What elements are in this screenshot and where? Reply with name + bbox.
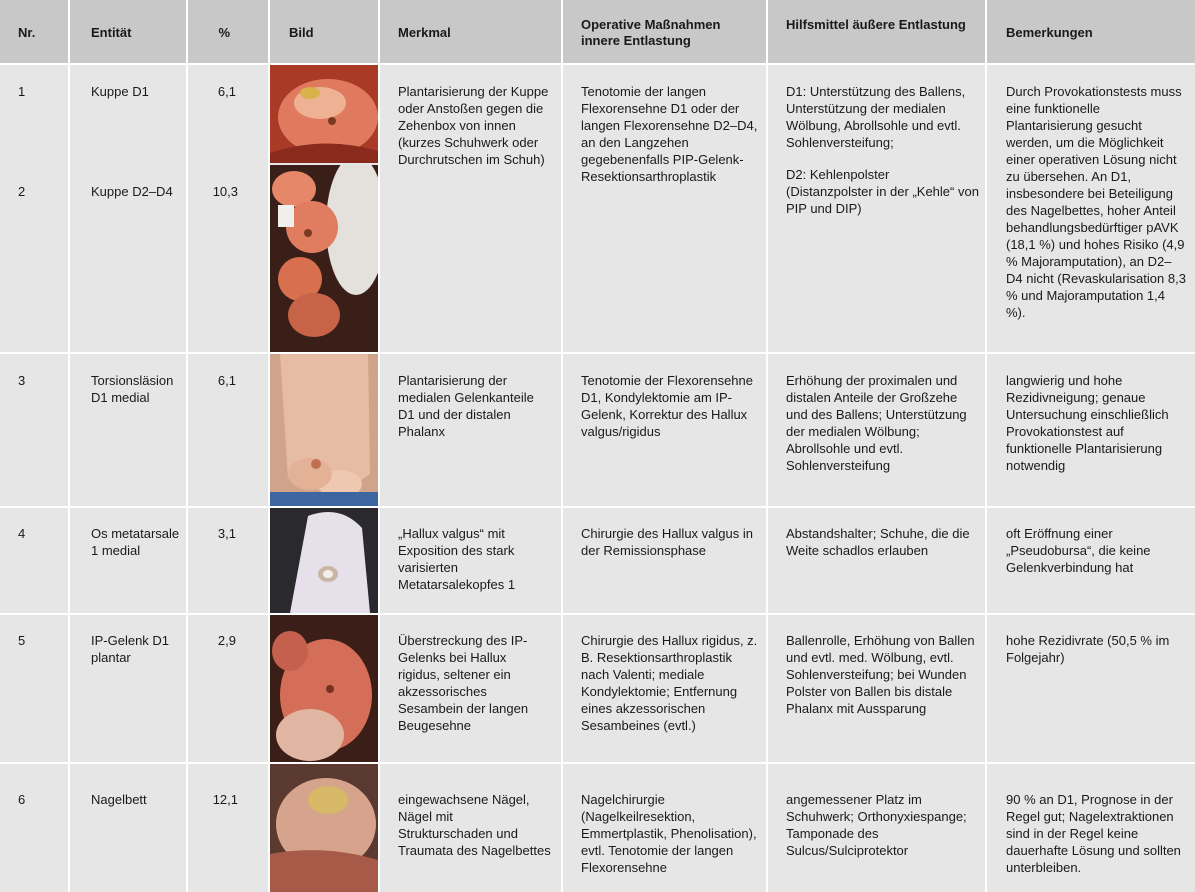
header-entitaet: Entität	[91, 25, 132, 40]
row1-nr: 1	[18, 84, 26, 99]
row1-bemerkungen: Durch Provokationstests muss eine funktionelle Plantarisierung gesucht werden, um die Möglichkeit einer operativen Lösung nicht zu übersehen. An D1, insbesondere bei Beteiligung des Nagelbettes, hoher Anteil behandlungsbedürftiger pAVK (18,1 %) und hohes Risiko (4,9 % Majoramputation), an D2–D4 nicht (Revaskularisation 8,3 % und Majoramputation 1,4 %).	[1006, 84, 1186, 320]
row1-hilfsmittel: D1: Unterstützung des Ballens, Unterstützung der medialen Wölbung, Abrollsohle und evtl. Sohlenversteifung;	[786, 84, 966, 150]
row5-hilfsmittel: Ballenrolle, Erhöhung von Ballen und evtl. med. Wölbung, evtl. Sohlenversteifung; bei Wunden Polster von Ballen bis distale Phalanx mit Aussparung	[786, 633, 975, 716]
header-hilfsmittel: Hilfsmittel äußere Entlastung	[786, 17, 966, 32]
metatarsal-head-lesion-photo	[270, 508, 378, 613]
row3-operativ: Tenotomie der Flexorensehne D1, Kondylektomie am IP-Gelenk, Korrektur des Hallux valgus/rigidus	[581, 373, 753, 439]
header-percent: %	[218, 25, 230, 40]
row5-merkmal: Überstreckung des IP-Gelenks bei Hallux rigidus, seltener ein akzessorisches Sesambein der langen Beugesehne	[398, 633, 529, 733]
header-operative-massnahmen: Operative Maßnahmen innere Entlastung	[581, 17, 721, 48]
row4-operativ: Chirurgie des Hallux valgus in der Remissionsphase	[581, 526, 753, 558]
header-merkmal: Merkmal	[398, 25, 451, 40]
row4-hilfsmittel: Abstandshalter; Schuhe, die die Weite schadlos erlauben	[786, 526, 970, 558]
header-bemerkungen: Bemerkungen	[1006, 25, 1093, 40]
row1-operativ: Tenotomie der langen Flexorensehne D1 oder der langen Flexorensehne D2–D4, an den Langzehen gegebenenfalls PIP-Gelenk-Resektionsarthroplastik	[581, 84, 758, 184]
medial-hallux-lesion-photo	[270, 354, 378, 506]
row4-percent: 3,1	[217, 526, 236, 541]
row5-nr: 5	[18, 633, 26, 648]
row3-merkmal: Plantarisierung der medialen Gelenkanteile D1 und der distalen Phalanx	[398, 373, 534, 439]
row6-bemerkungen: 90 % an D1, Prognose in der Regel gut; Nagelextraktionen sind in der Regel keine dauerhafte Lösung und sollten unterbleiben.	[1006, 792, 1181, 875]
row2-percent: 10,3	[212, 184, 238, 199]
row4-nr: 4	[18, 526, 26, 541]
row2-nr: 2	[18, 184, 26, 199]
row4-merkmal: „Hallux valgus“ mit Exposition des stark varisierten Metatarsalekopfes 1	[398, 526, 516, 592]
row6-merkmal: eingewachsene Nägel, Nägel mit Strukturschaden und Traumata des Nagelbettes	[398, 792, 551, 858]
row1-hilfsmittel-d2: D2: Kehlenpolster (Distanzpolster in der „Kehle“ von PIP und DIP)	[786, 167, 979, 216]
row3-percent: 6,1	[217, 373, 236, 388]
row1-percent: 6,1	[217, 84, 236, 99]
row1-merkmal: Plantarisierung der Kuppe oder Anstoßen gegen die Zehenbox von innen (kurzes Schuhwerk oder Durchrutschen im Schuh)	[398, 84, 549, 167]
row5-bemerkungen: hohe Rezidivrate (50,5 % im Folgejahr)	[1006, 633, 1170, 665]
row3-bemerkungen: langwierig und hohe Rezidivneigung; genaue Untersuchung einschließlich Provokationstest auf funktionelle Plantarisierung notwendig	[1006, 373, 1169, 473]
row5-entitaet: IP-Gelenk D1 plantar	[91, 633, 170, 665]
row5-percent: 2,9	[217, 633, 236, 648]
row6-entitaet: Nagelbett	[91, 792, 147, 807]
toe-tip-ulcer-photo	[270, 65, 378, 163]
header-nr: Nr.	[18, 25, 36, 40]
row5-operativ: Chirurgie des Hallux rigidus, z. B. Resektionsarthroplastik nach Valenti; mediale Kondylektomie; Entfernung eines akzessorischen Sesambeines (evtl.)	[581, 633, 758, 733]
row1-entitaet: Kuppe D1	[91, 84, 149, 99]
plantar-ip-joint-lesion-photo	[270, 615, 378, 762]
row3-nr: 3	[18, 373, 26, 388]
row3-entitaet: Torsionsläsion D1 medial	[91, 373, 174, 405]
nail-bed-lesion-photo	[270, 764, 378, 892]
row6-hilfsmittel: angemessener Platz im Schuhwerk; Orthonyxiespange; Tamponade des Sulcus/Sulciprotektor	[786, 792, 967, 858]
row3-hilfsmittel: Erhöhung der proximalen und distalen Anteile der Großzehe und des Ballens; Unterstützung der medialen Wölbung; Abrollsohle und evtl. Sohlenversteifung	[786, 373, 967, 473]
row4-bemerkungen: oft Eröffnung einer „Pseudobursa“, die keine Gelenkverbindung hat	[1006, 526, 1151, 575]
row2-entitaet: Kuppe D2–D4	[91, 184, 173, 199]
row4-entitaet: Os metatarsale 1 medial	[91, 526, 180, 558]
lesser-toes-ulcer-photo	[270, 165, 378, 354]
row6-operativ: Nagelchirurgie (Nagelkeilresektion, Emmertplastik, Phenolisation), evtl. Tenotomie der langen Flexorensehne	[581, 792, 757, 875]
row6-percent: 12,1	[212, 792, 238, 807]
row6-nr: 6	[18, 792, 26, 807]
header-bild: Bild	[289, 25, 314, 40]
